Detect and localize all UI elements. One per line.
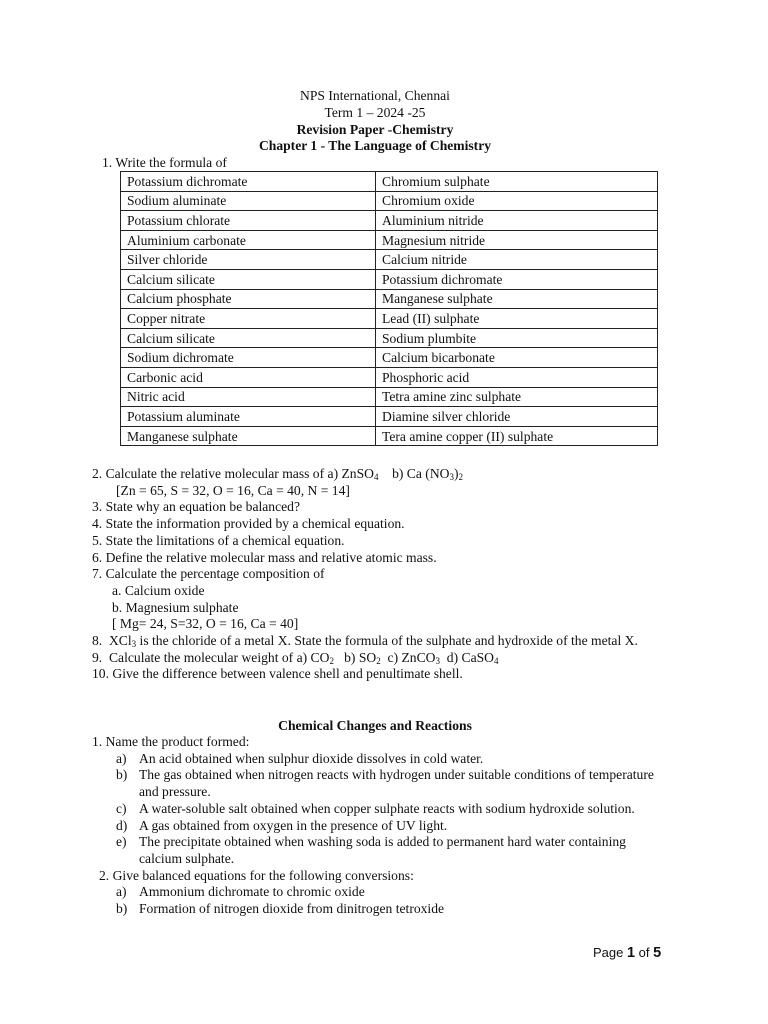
table-cell: Potassium dichromate <box>376 269 658 289</box>
table-cell: Chromium oxide <box>376 191 658 211</box>
term-label: Term 1 – 2024 -25 <box>324 104 426 120</box>
list-item-label: b) <box>116 767 128 783</box>
table-cell: Aluminium carbonate <box>121 230 376 250</box>
table-cell: Magnesium nitride <box>376 230 658 250</box>
table-row <box>121 230 658 250</box>
list-item-text: The gas obtained when nitrogen reacts with hydrogen under suitable conditions of temperature and pressure. <box>139 767 654 800</box>
school-name: NPS International, Chennai <box>300 88 450 103</box>
table-row <box>121 387 658 407</box>
question-7b: b. Magnesium sulphate <box>112 599 239 615</box>
list-item <box>92 901 672 918</box>
list-item-text: A gas obtained from oxygen in the presence of UV light. <box>139 817 448 833</box>
table-row <box>121 172 658 192</box>
section-title-chemical-changes: Chemical Changes and Reactions <box>278 718 472 733</box>
table-cell: Phosphoric acid <box>376 367 658 387</box>
question-1-intro: 1. Write the formula of <box>102 155 227 170</box>
table-row <box>121 269 658 289</box>
question-3: 3. State why an equation be balanced? <box>92 499 300 515</box>
table-row <box>121 367 658 387</box>
list-item <box>92 751 672 768</box>
table-cell: Aluminium nitride <box>376 211 658 231</box>
table-cell: Carbonic acid <box>121 367 376 387</box>
list-item-label: a) <box>116 884 127 900</box>
table-cell: Tera amine copper (II) sulphate <box>376 426 658 446</box>
section2-question-2-items <box>92 884 672 917</box>
page-number: Page 1 of 5 <box>593 945 662 961</box>
table-cell: Lead (II) sulphate <box>376 309 658 329</box>
table-row <box>121 348 658 368</box>
table-cell: Sodium aluminate <box>121 191 376 211</box>
question-5: 5. State the limitations of a chemical equation. <box>92 532 345 548</box>
list-item <box>92 834 672 867</box>
chapter-title: Chapter 1 - The Language of Chemistry <box>258 138 492 154</box>
document-header <box>0 88 750 155</box>
question-7: 7. Calculate the percentage composition of <box>92 566 325 582</box>
table-cell: Calcium phosphate <box>121 289 376 309</box>
table-cell: Diamine silver chloride <box>376 407 658 427</box>
list-item <box>92 767 672 800</box>
formula-table <box>120 171 658 446</box>
table-row <box>121 328 658 348</box>
table-cell: Manganese sulphate <box>121 426 376 446</box>
list-item-text: The precipitate obtained when washing soda is added to permanent hard water containing calcium sulphate. <box>139 834 626 866</box>
list-item-label: b) <box>116 901 128 917</box>
table-cell: Potassium chlorate <box>121 211 376 231</box>
section2-question-1-items <box>92 751 672 868</box>
table-cell: Manganese sulphate <box>376 289 658 309</box>
list-item-text: An acid obtained when sulphur dioxide dissolves in cold water. <box>139 750 484 766</box>
table-cell: Calcium bicarbonate <box>376 348 658 368</box>
table-row <box>121 211 658 231</box>
question-2: 2. Calculate the relative molecular mass of a) ZnSO$_4$ b) Ca $(NO_3)_2$ <box>92 466 463 482</box>
table-cell: Chromium sulphate <box>376 172 658 192</box>
question-4: 4. State the information provided by a chemical equation. <box>92 516 405 532</box>
question-8: 8. XCl$_3$ is the chloride of a metal X. State the formula of the sulphate and hydroxide of the metal X. <box>92 633 638 650</box>
table-cell: Tetra amine zinc sulphate <box>376 387 658 407</box>
question-6: 6. Define the relative molecular mass and relative atomic mass. <box>92 549 437 565</box>
table-cell: Sodium dichromate <box>121 348 376 368</box>
section-chemical-changes <box>92 734 672 918</box>
list-item <box>92 801 672 818</box>
list-item-text: A water-soluble salt obtained when copper sulphate reacts with sodium hydroxide solution. <box>139 800 635 816</box>
table-cell: Sodium plumbite <box>376 328 658 348</box>
question-2-masses: [Zn = 65, S = 32, O = 16, Ca = 40, N = 14] <box>116 482 350 498</box>
list-item-label: e) <box>116 834 127 850</box>
list-item-label: a) <box>116 750 127 766</box>
table-cell: Nitric acid <box>121 387 376 407</box>
table-cell: Copper nitrate <box>121 309 376 329</box>
table-cell: Calcium silicate <box>121 328 376 348</box>
question-9: 9. Calculate the molecular weight of a) $CO_2$ b) $SO_2$ c) ZnCO$_3$ d) CaSO$_4$ <box>92 649 499 666</box>
list-item <box>92 884 672 901</box>
table-row <box>121 250 658 270</box>
table-cell: Silver chloride <box>121 250 376 270</box>
table-row <box>121 407 658 427</box>
question-7a: a. Calcium oxide <box>112 582 205 598</box>
section-language-questions <box>92 466 672 683</box>
question-10: 10. Give the difference between valence shell and penultimate shell. <box>92 666 463 682</box>
section2-question-1: 1. Name the product formed: <box>92 734 250 749</box>
list-item <box>92 818 672 835</box>
question-7-masses: [ Mg= 24, S=32, O = 16, Ca = 40] <box>112 616 299 632</box>
list-item-text: Ammonium dichromate to chromic oxide <box>139 884 365 900</box>
table-cell: Calcium nitride <box>376 250 658 270</box>
table-row <box>121 309 658 329</box>
list-item-label: d) <box>116 817 128 833</box>
table-row <box>121 426 658 446</box>
section2-question-2: 2. Give balanced equations for the following conversions: <box>99 867 414 883</box>
paper-title: Revision Paper -Chemistry <box>296 121 454 137</box>
table-cell: Calcium silicate <box>121 269 376 289</box>
table-row <box>121 191 658 211</box>
table-cell: Potassium aluminate <box>121 407 376 427</box>
list-item-text: Formation of nitrogen dioxide from dinitrogen tetroxide <box>139 901 445 917</box>
table-row <box>121 289 658 309</box>
list-item-label: c) <box>116 800 127 816</box>
table-cell: Potassium dichromate <box>121 172 376 192</box>
